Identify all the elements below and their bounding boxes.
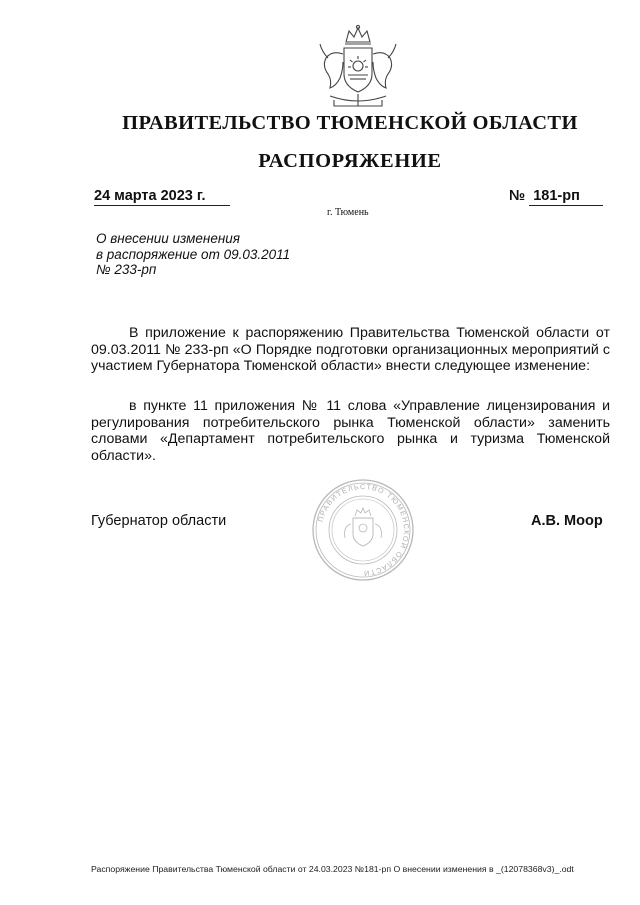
number-prefix: № [509,188,526,204]
subject-line: № 233-рп [96,262,157,277]
official-seal-icon [311,478,415,582]
document-type-title: РАСПОРЯЖЕНИЕ [258,150,442,172]
document-footer: Распоряжение Правительства Тюменской области от 24.03.2023 №181-рп О внесении изменения в _(12078368v3)_.odt [91,864,574,874]
seal-text: ПРАВИТЕЛЬСТВО ТЮМЕНСКОЙ ОБЛАСТИ [315,481,412,579]
document-subject [96,231,290,278]
body-paragraph: в пункте 11 приложения № 11 слова «Управление лицензирования и регулирования потребительского рынка Тюменской области» заменить словами «Департамент потребительского рынка и туризма Тюменской области». [91,398,610,464]
number-value: 181-рп [529,188,603,206]
coat-of-arms-icon [310,22,406,112]
subject-line: в распоряжение от 09.03.2011 [96,246,291,262]
signer-title: Губернатор области [91,513,227,529]
signer-name: А.В. Моор [531,513,603,529]
body-paragraph: В приложение к распоряжению Правительства Тюменской области от 09.03.2011 № 233-рп «О Порядке подготовки организационных мероприятий с участием Губернатора Тюменской области» внести следующее изменение: [91,325,610,375]
document-date: 24 марта 2023 г. [94,188,230,206]
city-label: г. Тюмень [327,207,369,218]
document-number [509,188,603,206]
government-title: ПРАВИТЕЛЬСТВО ТЮМЕНСКОЙ ОБЛАСТИ [122,112,578,134]
subject-line: О внесении изменения [96,231,241,246]
